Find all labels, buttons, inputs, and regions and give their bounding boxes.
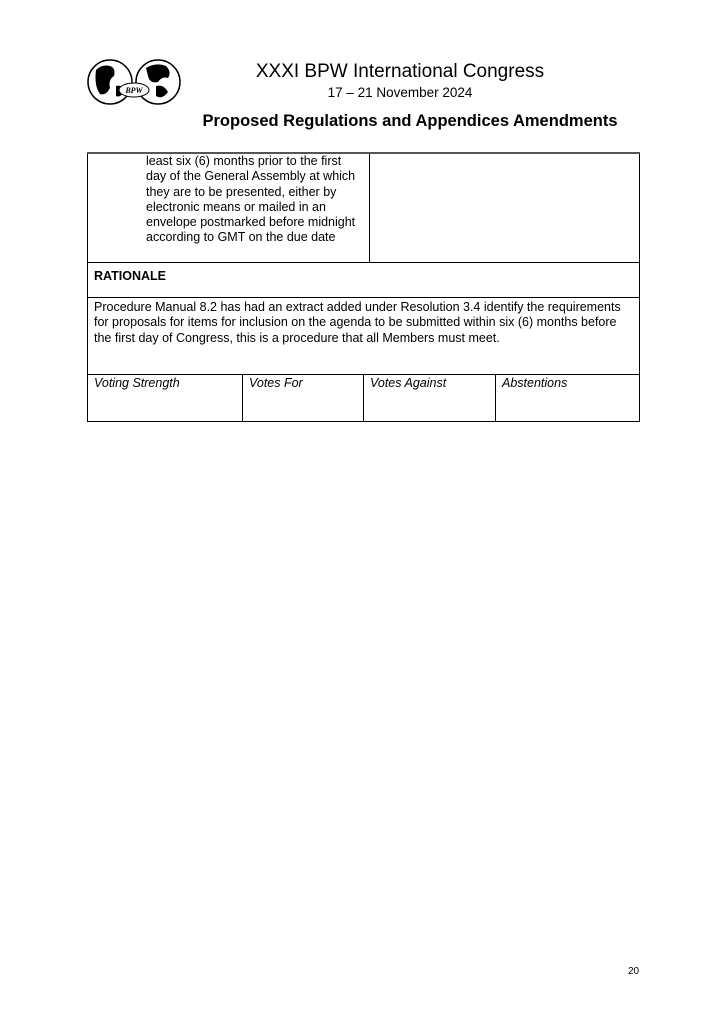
abstentions-cell: Abstentions [496, 375, 640, 422]
rationale-heading: RATIONALE [88, 263, 640, 298]
svg-text:BPW: BPW [125, 86, 143, 95]
congress-dates: 17 – 21 November 2024 [327, 85, 473, 100]
votes-for-cell: Votes For [243, 375, 364, 422]
continued-row [88, 153, 640, 263]
rationale-text: Procedure Manual 8.2 has had an extract added under Resolution 3.4 identify the requirements for proposals for items for inclusion on the agenda to be submitted within six (6) months before the first day of Congress, this is a procedure that all Members must meet. [88, 298, 640, 375]
votes-against-cell: Votes Against [364, 375, 496, 422]
rationale-heading-row [88, 263, 640, 298]
congress-title: XXXI BPW International Congress [255, 61, 545, 82]
page-number: 20 [628, 966, 640, 977]
amendment-table [87, 152, 640, 422]
rationale-text-row [88, 298, 640, 375]
continued-right-cell [370, 153, 640, 263]
voting-strength-cell: Voting Strength [88, 375, 243, 422]
voting-row [88, 375, 640, 422]
bpw-logo [86, 56, 186, 108]
continued-text: least six (6) months prior to the first day of the General Assembly at which they are to be presented, either by electronic means or mailed in an envelope postmarked before midnight according to GMT on the due date [88, 153, 370, 263]
document-subtitle: Proposed Regulations and Appendices Amendments [202, 112, 618, 130]
